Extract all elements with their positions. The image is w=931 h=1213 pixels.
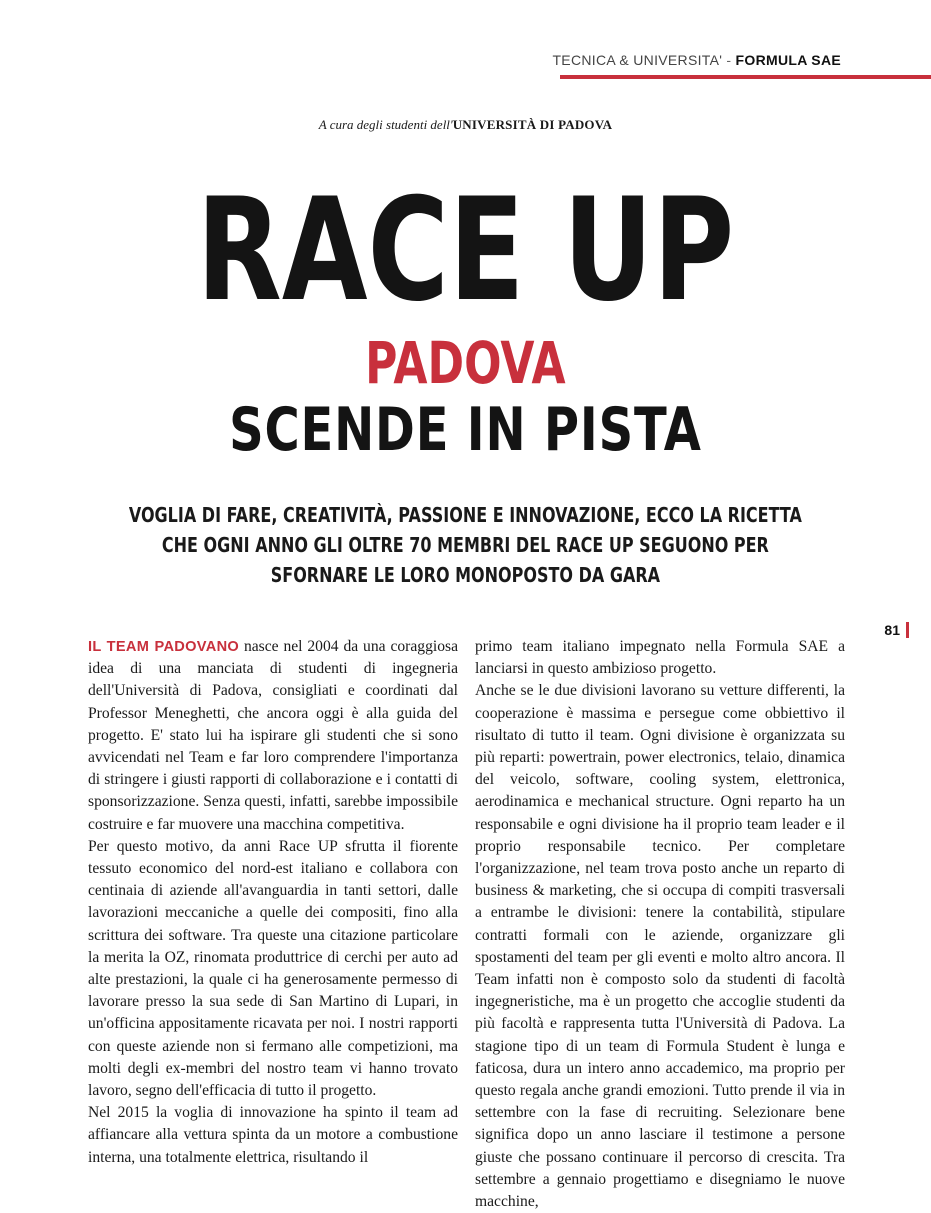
section-separator: - [722, 52, 736, 68]
body-paragraph: primo team italiano impegnato nella Formula SAE a lanciarsi in questo ambizioso progetto. [475, 638, 845, 678]
lead-line: VOGLIA DI FARE, CREATIVITÀ, PASSIONE E INNOVAZIONE, ECCO LA RICETTA [128, 503, 802, 527]
headline-tagline: SCENDE IN PISTA [229, 395, 702, 465]
lead-paragraph [93, 500, 838, 590]
section-header [552, 52, 841, 68]
body-paragraph [88, 636, 458, 836]
body-paragraph: Per questo motivo, da anni Race UP sfrutta il fiorente tessuto economico del nord-est italiano e collabora con centinaia di aziende all'avanguardia in tanti settori, dalle lavorazioni meccaniche a quelle dei compositi, fino alla scrittura dei software. Tra queste una citazione particolare la merita la OZ, rinomata produttrice di cerchi per auto ad alte prestazioni, la quale ci ha generosamente permesso di lavorare presso la sua sede di San Martino di Lupari, in un'officina appositamente ricavata per noi. I nostri rapporti con queste aziende non si fermano alle competizioni, ma molti degli ex-membri del nostro team vi hanno trovato lavoro, segno dell'efficacia di tutto il progetto. [88, 837, 458, 1100]
page-number-text: 81 [884, 622, 900, 638]
headline-main: RACE UP [196, 168, 735, 333]
section-label: TECNICA & UNIVERSITA' [552, 52, 723, 68]
paragraph-lede: IL TEAM PADOVANO [88, 639, 240, 655]
header-accent-rule [560, 75, 931, 79]
section-topic: FORMULA SAE [735, 52, 841, 68]
headline-sub: PADOVA [365, 329, 566, 397]
page-number [884, 622, 909, 638]
page-number-bar [906, 622, 909, 638]
lead-line: CHE OGNI ANNO GLI OLTRE 70 MEMBRI DEL RACE UP SEGUONO PER [161, 533, 769, 557]
paragraph-text: nasce nel 2004 da una coraggiosa idea di una manciata di studenti di ingegneria dell'Università di Padova, consigliati e coordinati dal Professor Meneghetti, che ancora oggi è alla guida del progetto. E' stato lui ha ispirare gli studenti che si sono avvicendati nel Team e far loro comprendere l'importanza di stringere i giusti rapporti di collaborazione e i contatti di sponsorizzazione. Senza questi, infatti, sarebbe impossibile costruire e far muovere una macchina competitiva. [88, 638, 458, 833]
credit-prefix: A cura degli studenti dell' [318, 117, 453, 132]
lead-line: SFORNARE LE LORO MONOPOSTO DA GARA [270, 563, 661, 587]
article-credit [0, 117, 931, 133]
credit-university: UNIVERSITÀ DI PADOVA [452, 117, 613, 132]
body-paragraph: Nel 2015 la voglia di innovazione ha spinto il team ad affiancare alla vettura spinta da un motore a combustione interna, una totalmente elettrica, risultando il [88, 1104, 458, 1166]
body-paragraph: Anche se le due divisioni lavorano su vetture differenti, la cooperazione è massima e persegue come obbiettivo il risultato di tutto il team. Ogni divisione è organizzata su più reparti: powertrain, power electronics, telaio, dinamica del veicolo, software, cooling system, elettronica, aerodinamica e mechanical structure. Ogni reparto ha un responsabile e ogni divisione ha il proprio team leader e il proprio responsabile tecnico. Per completare l'organizzazione, nel team trova posto anche un reparto di business & marketing, che si occupa di compiti trasversali a entrambe le divisioni: tenere la contabilità, stipulare contratti formali con le aziende, organizzare gli spostamenti del team per gli eventi e molto altro ancora. Il Team infatti non è composto solo da studenti di facoltà ingegneristiche, ma è un progetto che accoglie studenti da più facoltà e rappresenta tutta l'Università di Padova. La stagione tipo di un team di Formula Student è lunga e faticosa, dura un intero anno accademico, ma proprio per questo regala anche grandi emozioni. Tutto prende il via in settembre con la fase di recruiting. Selezionare bene significa dopo un anno lasciare il testimone a persone giuste che possano continuare il percorso di crescita. Tra settembre a gennaio progettiamo e disegniamo le nuove macchine, [475, 682, 845, 1211]
body-column-right [475, 636, 845, 1213]
body-column-left [88, 636, 458, 1169]
